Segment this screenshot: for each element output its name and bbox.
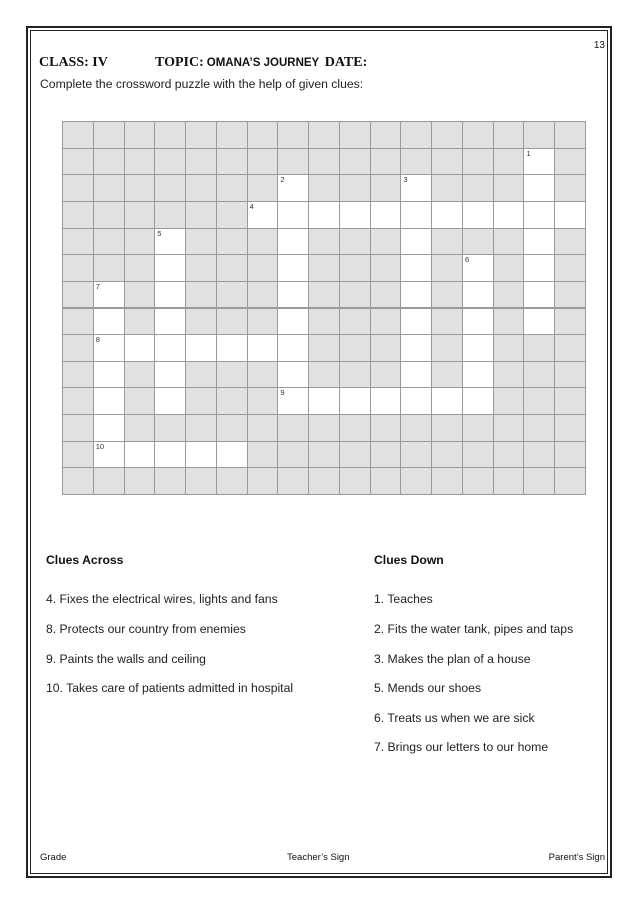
crossword-answer-cell[interactable] <box>400 174 432 202</box>
crossword-blocked-cell <box>431 467 463 495</box>
crossword-answer-cell[interactable] <box>400 387 432 415</box>
crossword-blocked-cell <box>431 281 463 309</box>
crossword-answer-cell[interactable] <box>154 361 186 389</box>
crossword-answer-cell[interactable] <box>93 281 125 309</box>
crossword-blocked-cell <box>523 334 555 362</box>
crossword-blocked-cell <box>339 254 371 282</box>
crossword-blocked-cell <box>247 361 279 389</box>
crossword-blocked-cell <box>93 174 125 202</box>
crossword-answer-cell[interactable] <box>400 201 432 229</box>
crossword-blocked-cell <box>339 121 371 149</box>
crossword-answer-cell[interactable] <box>523 281 555 309</box>
crossword-blocked-cell <box>370 441 402 469</box>
crossword-blocked-cell <box>308 467 340 495</box>
crossword-blocked-cell <box>93 467 125 495</box>
crossword-answer-cell[interactable] <box>93 387 125 415</box>
crossword-blocked-cell <box>247 467 279 495</box>
crossword-answer-cell[interactable] <box>124 334 156 362</box>
clue-number: 10 <box>95 441 105 451</box>
crossword-blocked-cell <box>308 228 340 256</box>
worksheet-header <box>39 55 367 71</box>
crossword-blocked-cell <box>185 228 217 256</box>
crossword-answer-cell[interactable] <box>277 228 309 256</box>
crossword-blocked-cell <box>431 308 463 336</box>
crossword-blocked-cell <box>124 201 156 229</box>
crossword-blocked-cell <box>216 201 248 229</box>
crossword-blocked-cell <box>370 467 402 495</box>
crossword-blocked-cell <box>308 254 340 282</box>
crossword-blocked-cell <box>124 254 156 282</box>
crossword-blocked-cell <box>124 414 156 442</box>
crossword-blocked-cell <box>554 308 586 336</box>
crossword-blocked-cell <box>154 201 186 229</box>
crossword-answer-cell[interactable] <box>431 201 463 229</box>
crossword-blocked-cell <box>462 414 494 442</box>
grade-label: Grade <box>40 852 67 863</box>
crossword-blocked-cell <box>400 148 432 176</box>
crossword-answer-cell[interactable] <box>308 387 340 415</box>
crossword-blocked-cell <box>277 414 309 442</box>
crossword-blocked-cell <box>462 441 494 469</box>
crossword-blocked-cell <box>370 361 402 389</box>
crossword-answer-cell[interactable] <box>154 441 186 469</box>
crossword-blocked-cell <box>62 148 94 176</box>
crossword-blocked-cell <box>523 387 555 415</box>
crossword-answer-cell[interactable] <box>93 308 125 336</box>
crossword-blocked-cell <box>400 414 432 442</box>
crossword-blocked-cell <box>493 121 525 149</box>
crossword-blocked-cell <box>154 148 186 176</box>
crossword-blocked-cell <box>62 334 94 362</box>
crossword-blocked-cell <box>247 441 279 469</box>
crossword-blocked-cell <box>154 467 186 495</box>
crossword-answer-cell[interactable] <box>216 334 248 362</box>
crossword-answer-cell[interactable] <box>154 387 186 415</box>
clue-down-item: 6. Treats us when we are sick <box>374 711 535 725</box>
crossword-blocked-cell <box>554 414 586 442</box>
clue-number: 3 <box>403 175 408 185</box>
crossword-answer-cell[interactable] <box>277 387 309 415</box>
crossword-blocked-cell <box>493 148 525 176</box>
crossword-answer-cell[interactable] <box>277 308 309 336</box>
crossword-blocked-cell <box>493 254 525 282</box>
crossword-answer-cell[interactable] <box>277 174 309 202</box>
crossword-blocked-cell <box>216 467 248 495</box>
clue-number: 9 <box>280 388 285 398</box>
crossword-answer-cell[interactable] <box>523 308 555 336</box>
crossword-blocked-cell <box>370 148 402 176</box>
crossword-blocked-cell <box>400 441 432 469</box>
crossword-blocked-cell <box>431 441 463 469</box>
crossword-blocked-cell <box>216 254 248 282</box>
clue-down-item: 2. Fits the water tank, pipes and taps <box>374 622 574 636</box>
crossword-blocked-cell <box>124 387 156 415</box>
crossword-blocked-cell <box>277 121 309 149</box>
crossword-answer-cell[interactable] <box>462 254 494 282</box>
crossword-blocked-cell <box>370 228 402 256</box>
crossword-blocked-cell <box>247 308 279 336</box>
crossword-blocked-cell <box>523 414 555 442</box>
crossword-blocked-cell <box>339 414 371 442</box>
crossword-answer-cell[interactable] <box>277 361 309 389</box>
crossword-blocked-cell <box>62 281 94 309</box>
crossword-blocked-cell <box>216 414 248 442</box>
crossword-blocked-cell <box>554 387 586 415</box>
crossword-blocked-cell <box>124 121 156 149</box>
crossword-blocked-cell <box>308 334 340 362</box>
crossword-answer-cell[interactable] <box>93 361 125 389</box>
class-label: CLASS: IV <box>39 55 108 70</box>
crossword-blocked-cell <box>216 174 248 202</box>
crossword-blocked-cell <box>62 121 94 149</box>
crossword-blocked-cell <box>339 467 371 495</box>
crossword-blocked-cell <box>62 361 94 389</box>
topic-label: TOPIC: <box>155 55 204 70</box>
crossword-blocked-cell <box>339 441 371 469</box>
crossword-blocked-cell <box>62 174 94 202</box>
crossword-blocked-cell <box>124 308 156 336</box>
teacher-sign-label: Teacher’s Sign <box>287 852 350 863</box>
crossword-answer-cell[interactable] <box>277 334 309 362</box>
crossword-blocked-cell <box>185 387 217 415</box>
crossword-blocked-cell <box>554 174 586 202</box>
crossword-answer-cell[interactable] <box>93 441 125 469</box>
crossword-blocked-cell <box>462 228 494 256</box>
clue-across-item: 8. Protects our country from enemies <box>46 622 246 636</box>
crossword-blocked-cell <box>339 334 371 362</box>
crossword-answer-cell[interactable] <box>400 228 432 256</box>
clue-number: 8 <box>95 335 100 345</box>
crossword-blocked-cell <box>554 441 586 469</box>
crossword-blocked-cell <box>216 148 248 176</box>
crossword-blocked-cell <box>124 174 156 202</box>
crossword-answer-cell[interactable] <box>523 148 555 176</box>
crossword-blocked-cell <box>62 414 94 442</box>
date-label: DATE: <box>324 55 368 70</box>
crossword-blocked-cell <box>247 254 279 282</box>
crossword-answer-cell[interactable] <box>247 334 279 362</box>
crossword-blocked-cell <box>493 281 525 309</box>
crossword-blocked-cell <box>339 281 371 309</box>
crossword-blocked-cell <box>247 121 279 149</box>
crossword-blocked-cell <box>431 174 463 202</box>
crossword-answer-cell[interactable] <box>523 228 555 256</box>
crossword-blocked-cell <box>62 467 94 495</box>
crossword-answer-cell[interactable] <box>370 201 402 229</box>
crossword-blocked-cell <box>93 121 125 149</box>
crossword-answer-cell[interactable] <box>400 281 432 309</box>
crossword-answer-cell[interactable] <box>431 387 463 415</box>
crossword-blocked-cell <box>370 334 402 362</box>
crossword-blocked-cell <box>554 254 586 282</box>
clue-down-item: 5. Mends our shoes <box>374 681 482 695</box>
crossword-answer-cell[interactable] <box>185 334 217 362</box>
crossword-blocked-cell <box>185 174 217 202</box>
crossword-answer-cell[interactable] <box>523 201 555 229</box>
crossword-blocked-cell <box>462 121 494 149</box>
crossword-blocked-cell <box>185 281 217 309</box>
crossword-blocked-cell <box>400 121 432 149</box>
crossword-blocked-cell <box>493 228 525 256</box>
crossword-blocked-cell <box>493 387 525 415</box>
crossword-answer-cell[interactable] <box>462 387 494 415</box>
crossword-blocked-cell <box>185 254 217 282</box>
crossword-answer-cell[interactable] <box>462 201 494 229</box>
crossword-answer-cell[interactable] <box>154 228 186 256</box>
topic-value: OMANA’S JOURNEY <box>206 57 320 69</box>
crossword-blocked-cell <box>124 281 156 309</box>
clue-number: 6 <box>464 255 470 265</box>
crossword-answer-cell[interactable] <box>462 334 494 362</box>
clue-number: 5 <box>157 228 162 238</box>
crossword-answer-cell[interactable] <box>277 201 309 229</box>
crossword-blocked-cell <box>339 174 371 202</box>
crossword-blocked-cell <box>62 308 94 336</box>
crossword-blocked-cell <box>370 414 402 442</box>
crossword-blocked-cell <box>554 334 586 362</box>
crossword-blocked-cell <box>462 467 494 495</box>
crossword-blocked-cell <box>124 467 156 495</box>
crossword-answer-cell[interactable] <box>554 201 586 229</box>
crossword-blocked-cell <box>370 174 402 202</box>
crossword-blocked-cell <box>247 387 279 415</box>
crossword-blocked-cell <box>62 201 94 229</box>
crossword-blocked-cell <box>124 148 156 176</box>
crossword-answer-cell[interactable] <box>400 308 432 336</box>
crossword-blocked-cell <box>124 228 156 256</box>
crossword-blocked-cell <box>339 148 371 176</box>
crossword-answer-cell[interactable] <box>400 334 432 362</box>
clue-number: 2 <box>280 175 285 185</box>
instructions: Complete the crossword puzzle with the help of given clues: <box>40 77 364 91</box>
crossword-blocked-cell <box>370 121 402 149</box>
parent-sign-label: Parent’s Sign <box>548 852 605 863</box>
crossword-blocked-cell <box>93 148 125 176</box>
crossword-answer-cell[interactable] <box>247 201 279 229</box>
crossword-blocked-cell <box>493 441 525 469</box>
clue-down-item: 1. Teaches <box>374 592 433 606</box>
crossword-blocked-cell <box>554 281 586 309</box>
crossword-blocked-cell <box>431 414 463 442</box>
crossword-blocked-cell <box>62 387 94 415</box>
crossword-blocked-cell <box>62 254 94 282</box>
crossword-answer-cell[interactable] <box>216 441 248 469</box>
crossword-blocked-cell <box>185 467 217 495</box>
crossword-blocked-cell <box>370 254 402 282</box>
crossword-answer-cell[interactable] <box>93 334 125 362</box>
crossword-blocked-cell <box>493 174 525 202</box>
clue-number: 4 <box>249 201 254 211</box>
crossword-blocked-cell <box>62 441 94 469</box>
crossword-blocked-cell <box>554 361 586 389</box>
crossword-blocked-cell <box>370 308 402 336</box>
crossword-blocked-cell <box>154 414 186 442</box>
crossword-blocked-cell <box>493 334 525 362</box>
crossword-blocked-cell <box>554 148 586 176</box>
clue-across-item: 4. Fixes the electrical wires, lights and fans <box>46 592 278 606</box>
crossword-blocked-cell <box>523 121 555 149</box>
crossword-blocked-cell <box>277 467 309 495</box>
page-number: 13 <box>593 40 605 51</box>
crossword-answer-cell[interactable] <box>154 254 186 282</box>
crossword-blocked-cell <box>93 254 125 282</box>
crossword-blocked-cell <box>493 361 525 389</box>
clues-down-heading: Clues Down <box>374 553 444 567</box>
crossword-blocked-cell <box>93 228 125 256</box>
crossword-answer-cell[interactable] <box>462 361 494 389</box>
crossword-grid <box>62 121 585 494</box>
crossword-answer-cell[interactable] <box>124 441 156 469</box>
crossword-blocked-cell <box>247 414 279 442</box>
crossword-answer-cell[interactable] <box>493 201 525 229</box>
crossword-blocked-cell <box>216 361 248 389</box>
crossword-blocked-cell <box>154 174 186 202</box>
crossword-blocked-cell <box>216 281 248 309</box>
crossword-answer-cell[interactable] <box>400 361 432 389</box>
clue-across-item: 10. Takes care of patients admitted in hospital <box>46 681 294 695</box>
clue-down-item: 7. Brings our letters to our home <box>374 740 549 754</box>
crossword-blocked-cell <box>523 361 555 389</box>
crossword-blocked-cell <box>523 467 555 495</box>
crossword-answer-cell[interactable] <box>370 387 402 415</box>
crossword-blocked-cell <box>370 281 402 309</box>
crossword-blocked-cell <box>216 228 248 256</box>
crossword-blocked-cell <box>431 228 463 256</box>
crossword-blocked-cell <box>308 121 340 149</box>
crossword-blocked-cell <box>462 174 494 202</box>
crossword-blocked-cell <box>339 361 371 389</box>
crossword-blocked-cell <box>185 361 217 389</box>
crossword-blocked-cell <box>523 441 555 469</box>
crossword-blocked-cell <box>431 254 463 282</box>
crossword-answer-cell[interactable] <box>523 174 555 202</box>
crossword-answer-cell[interactable] <box>277 254 309 282</box>
crossword-answer-cell[interactable] <box>154 308 186 336</box>
crossword-blocked-cell <box>431 148 463 176</box>
crossword-blocked-cell <box>185 148 217 176</box>
crossword-answer-cell[interactable] <box>154 281 186 309</box>
crossword-blocked-cell <box>185 201 217 229</box>
crossword-blocked-cell <box>554 467 586 495</box>
crossword-blocked-cell <box>247 228 279 256</box>
crossword-blocked-cell <box>185 414 217 442</box>
crossword-answer-cell[interactable] <box>339 387 371 415</box>
crossword-blocked-cell <box>339 308 371 336</box>
crossword-blocked-cell <box>308 148 340 176</box>
crossword-blocked-cell <box>554 228 586 256</box>
crossword-blocked-cell <box>400 467 432 495</box>
clue-number: 1 <box>526 148 531 158</box>
clue-down-item: 3. Makes the plan of a house <box>374 652 531 666</box>
clue-number: 7 <box>95 281 100 291</box>
crossword-answer-cell[interactable] <box>154 334 186 362</box>
crossword-blocked-cell <box>247 148 279 176</box>
crossword-answer-cell[interactable] <box>462 281 494 309</box>
crossword-blocked-cell <box>308 361 340 389</box>
crossword-blocked-cell <box>124 361 156 389</box>
crossword-blocked-cell <box>62 228 94 256</box>
crossword-blocked-cell <box>431 361 463 389</box>
crossword-blocked-cell <box>431 121 463 149</box>
crossword-answer-cell[interactable] <box>523 254 555 282</box>
crossword-blocked-cell <box>185 121 217 149</box>
crossword-answer-cell[interactable] <box>185 441 217 469</box>
crossword-blocked-cell <box>308 308 340 336</box>
crossword-blocked-cell <box>93 201 125 229</box>
crossword-blocked-cell <box>493 308 525 336</box>
crossword-blocked-cell <box>462 148 494 176</box>
crossword-blocked-cell <box>247 281 279 309</box>
crossword-blocked-cell <box>493 414 525 442</box>
crossword-blocked-cell <box>216 308 248 336</box>
crossword-blocked-cell <box>277 441 309 469</box>
crossword-answer-cell[interactable] <box>400 254 432 282</box>
crossword-answer-cell[interactable] <box>277 281 309 309</box>
crossword-blocked-cell <box>308 441 340 469</box>
crossword-blocked-cell <box>339 228 371 256</box>
crossword-blocked-cell <box>431 334 463 362</box>
crossword-answer-cell[interactable] <box>93 414 125 442</box>
crossword-blocked-cell <box>308 414 340 442</box>
clue-across-item: 9. Paints the walls and ceiling <box>46 652 206 666</box>
crossword-blocked-cell <box>216 121 248 149</box>
crossword-blocked-cell <box>216 387 248 415</box>
crossword-blocked-cell <box>277 148 309 176</box>
crossword-blocked-cell <box>308 281 340 309</box>
crossword-answer-cell[interactable] <box>308 201 340 229</box>
crossword-blocked-cell <box>247 174 279 202</box>
crossword-blocked-cell <box>154 121 186 149</box>
crossword-blocked-cell <box>493 467 525 495</box>
crossword-blocked-cell <box>185 308 217 336</box>
crossword-blocked-cell <box>308 174 340 202</box>
crossword-answer-cell[interactable] <box>462 308 494 336</box>
crossword-blocked-cell <box>554 121 586 149</box>
clues-across-heading: Clues Across <box>46 553 124 567</box>
crossword-answer-cell[interactable] <box>339 201 371 229</box>
